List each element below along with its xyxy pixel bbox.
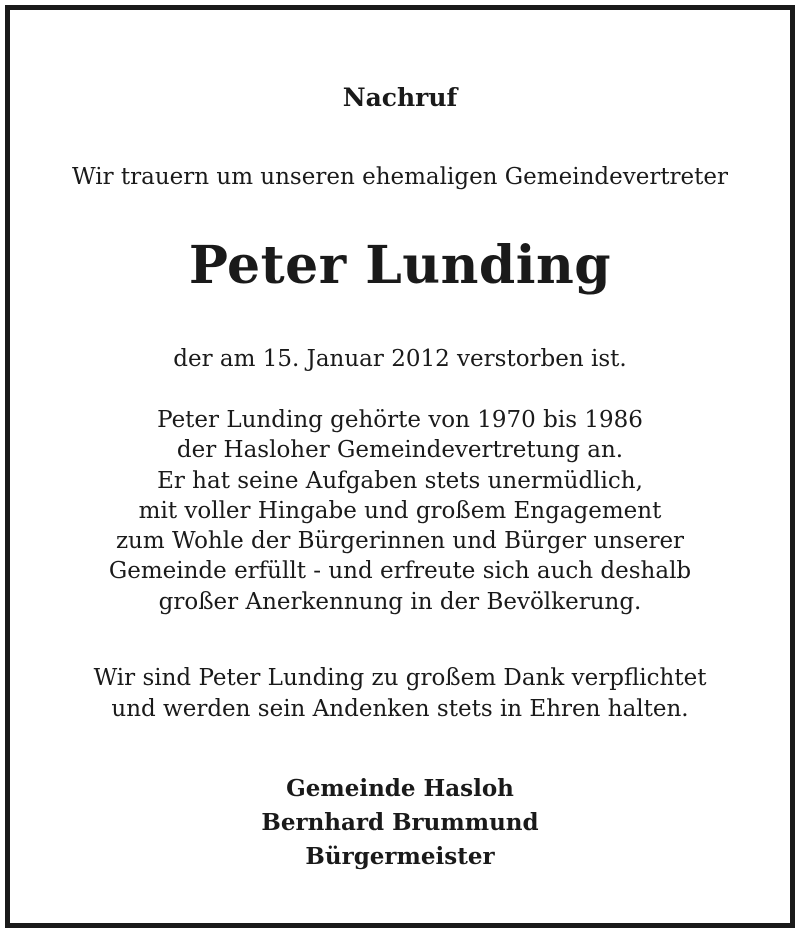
- notice-heading: Nachruf: [342, 83, 458, 112]
- obituary-notice: [5, 5, 795, 928]
- signature-organization: Gemeinde Hasloh: [286, 775, 514, 802]
- intro-text: Wir trauern um unseren ehemaligen Gemeindevertreter: [71, 164, 729, 190]
- tribute-line: der Hasloher Gemeindevertretung an.: [176, 437, 624, 464]
- thanks-line: Wir sind Peter Lunding zu großem Dank verpflichtet: [93, 665, 707, 691]
- signature-signer: Bernhard Brummund: [261, 809, 539, 836]
- deceased-name: Peter Lunding: [188, 235, 612, 296]
- tribute-line: Gemeinde erfüllt - und erfreute sich auch deshalb: [108, 558, 692, 585]
- thanks-line: und werden sein Andenken stets in Ehren halten.: [111, 696, 689, 722]
- tribute-line: großer Anerkennung in der Bevölkerung.: [158, 588, 642, 615]
- tribute-line: zum Wohle der Bürgerinnen und Bürger unserer: [115, 528, 685, 555]
- tribute-line: Peter Lunding gehörte von 1970 bis 1986: [157, 407, 643, 433]
- tribute-paragraph: [10, 405, 790, 617]
- tribute-line: Er hat seine Aufgaben stets unermüdlich,: [157, 467, 643, 494]
- tribute-line: mit voller Hingabe und großem Engagement: [138, 497, 662, 524]
- signature-block: [10, 772, 790, 874]
- death-date-text: der am 15. Januar 2012 verstorben ist.: [173, 346, 627, 372]
- signature-role: Bürgermeister: [305, 843, 495, 870]
- thanks-paragraph: [10, 663, 790, 725]
